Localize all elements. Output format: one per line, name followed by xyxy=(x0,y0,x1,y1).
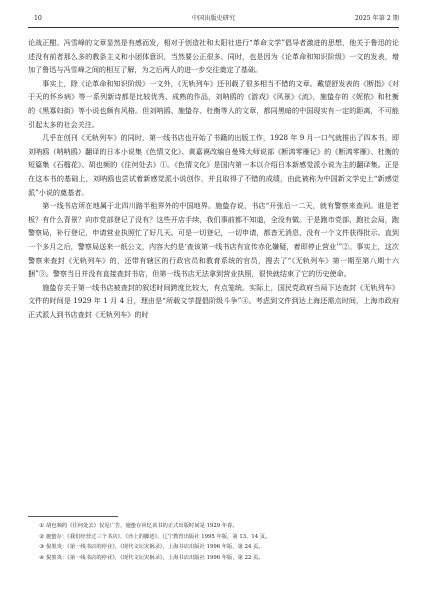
paragraph: 第一线书店所在地属于北四川路半租界外的中国地界。施蛰存说，书店“开张后一二天，就有警察来查问。谁是老板？有什么背景？向市党部登记了没有？这些开店手续，我们事前都不知道，全没有做。于是跑市党部，跑社会局，跑警察局，补行登记，申请营业执照忙了好几天。可是一切登记，一切申请，都杳无消息，没有一个文件获得批示。直到一个多月之后，警察局送来一纸公文，内容大约是‘查该第一线书店有宣传赤化嫌疑，着即停止营业’”②。事实上，这次警察来查封《无轨列车》的，还带有辖区的行政官员和教育系统的官员，搜去了“《无轨列车》第一期至第八期十六捆”③。警察当日并没有直接查封书店，但第一线书店无法拿到营业执照，很快就结束了它的历史使命。 xyxy=(28,201,399,279)
footnote-mark: ① xyxy=(39,523,44,529)
footnote xyxy=(28,542,399,553)
footnote-text: 施蛰存：《我们经营过三个书店》，《沙上的脚迹》，辽宁教育出版社 1995 年版，第 13、14 页。 xyxy=(46,533,271,540)
footnote-rule xyxy=(28,516,118,517)
page-header xyxy=(28,12,399,26)
paragraph: 论战正酣。冯雪峰的文章显然是有感而发，相对于创造社和太阳社进行“革命文学”倡导者激进的思想，他关于鲁迅的论述没有前者那么多的教条主义和小团体意识，当然要公正很多。同时，也是因为《论革命和知识阶级》一文的发表，增加了鲁迅与冯雪峰之间的相互了解，为之后两人的进一步交往奠定了基础。 xyxy=(28,38,399,75)
issue-label: 2025 年第 2 期 xyxy=(354,15,399,22)
footnote-text: 胡也频的《往何处去》仅见广告，施蛰存回忆该书的正式出版时间是 1929 年春。 xyxy=(46,523,238,529)
footnote xyxy=(28,532,399,543)
article-body xyxy=(28,36,399,321)
footnote-text: 倪墨炎：《第一线书店的停业》，《现代文坛灾祸录》，上海书店出版社 1996 年版，第 24 页。 xyxy=(46,544,264,551)
journal-title: 中国出版史研究 xyxy=(191,15,236,22)
footnote-mark: ③ xyxy=(39,544,44,551)
page-number: 10 xyxy=(34,15,42,22)
footnote-text: 倪墨炎：《第一线书店的停业》，《现代文坛灾祸录》，上海书店出版社 1996 年版，第 22 页。 xyxy=(46,554,264,561)
footnote xyxy=(28,521,399,532)
footnote-mark: ④ xyxy=(39,554,44,561)
header-rule xyxy=(28,27,399,28)
footnotes xyxy=(28,521,399,563)
paragraph: 事实上，除《论革命和知识阶级》一文外，《无轨列车》还刊载了很多相当不错的文章。戴望舒发表的《断指》《对于天的怀乡病》等一系列新诗都是比较优秀、成熟的作品，刘呐鸥的《游戏》《风景》《流》，施蛰存的《妮侬》和杜衡的《黑寡妇街》等小说也颇有风格。但刘呐鸥、施蛰存、杜衡等人的文章，都同黑暗的中国现实有一定的距离，不可能引起太多的社会关注。 xyxy=(28,78,399,129)
paragraph: 施蛰存关于第一线书店被查封的叙述时间跨度比较大，有点笼统。实际上，国民党政府当局下达查封《无轨列车》文件的时间是 1929 年 1 月 4 日，理由是“所载文学提倡阶级斗争”④。考虑到文件到达上海还需点时间，上海市政府正式派人到书店查封《无轨列车》的时 xyxy=(28,282,399,319)
footnote xyxy=(28,553,399,564)
paragraph: 几乎在创刊《无轨列车》的同时，第一线书店也开始了书籍的出版工作，1928 年 9 月一口气就推出了四本书，即刘呐鸥（呐呐鸥）翻译的日本小说集《色情文化》、黄嘉谟改编自曼殊大师说部《断鸿零雁记》的《断鸿零雁》、杜衡的短篇集《石榴花》、胡也频的《往何处去》①。《色情文化》是国内第一本以介绍日本新感觉派小说为主的翻译集。正是在这本书的基础上，刘呐鸥也尝试着新感觉派小说创作，并且取得了不错的成绩，由此被称为中国新文学史上“新感觉派”小说的奠基者。 xyxy=(28,133,399,197)
footnote-mark: ② xyxy=(39,533,44,540)
